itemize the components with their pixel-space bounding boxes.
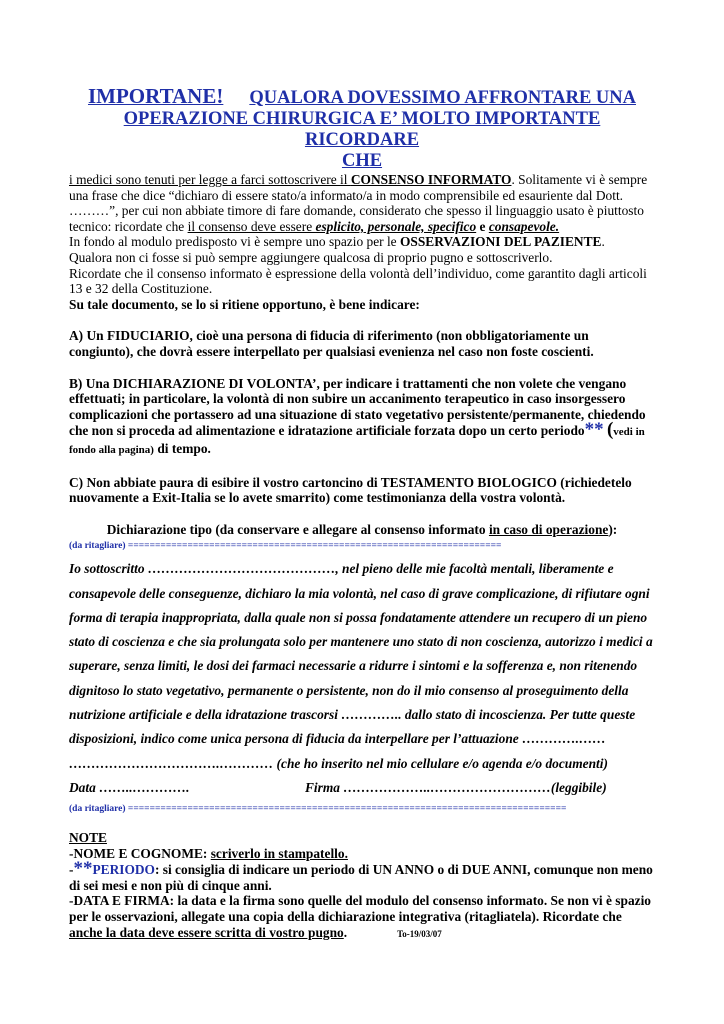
document-page xyxy=(69,86,655,942)
notes-section xyxy=(69,830,655,942)
section-a: A) Un FIDUCIARIO, cioè una persona di fiducia di riferimento (non obbligatoriamente un congiunto), che dovrà essere interpellato per qualsiasi evenienza nel caso non foste coscienti. xyxy=(69,328,594,359)
note-period: -**PERIODO: si consiglia di indicare un periodo di UN ANNO o di DUE ANNI, comunque non meno di sei mesi e non più di cinque anni. xyxy=(69,858,653,893)
signature-field-label: Firma ………………..………………………(leggibile) xyxy=(305,779,607,795)
signature-row xyxy=(69,776,655,800)
declaration-text xyxy=(69,557,655,776)
title-word: IMPORTANE! xyxy=(87,84,224,108)
intro-paragraph-3: Qualora non ci fosse si può sempre aggiungere qualcosa di proprio pugno e sottoscriverlo. xyxy=(69,249,553,265)
notes-title: NOTE xyxy=(69,829,107,845)
document-code: To-19/03/07 xyxy=(397,928,442,939)
intro-paragraph-2: In fondo al modulo predisposto vi è sempre uno spazio per le OSSERVAZIONI DEL PAZIENTE. xyxy=(69,234,605,250)
intro-paragraph-5: Su tale documento, se lo si ritiene opportuno, è bene indicare: xyxy=(69,296,420,312)
declaration-contact-line: …………………………….………… (che ho inserito nel mio cellulare e/o agenda e/o documenti) xyxy=(69,755,608,771)
date-field-label: Data ……..…………. xyxy=(69,779,190,795)
note-name: -NOME E COGNOME: scriverlo in stampatello. xyxy=(69,845,348,861)
section-c: C) Non abbiate paura di esibire il vostro cartoncino di TESTAMENTO BIOLOGICO (richiedetelo nuovamente a Exit-Italia se lo avete smarrito) come testimonianza della vostra volontà. xyxy=(69,474,632,506)
intro-paragraph-1: i medici sono tenuti per legge a farci sottoscrivere il CONSENSO INFORMATO. Solitamente vi è sempre una frase che dice “dichiaro di essere stato/a informato/a in modo comprensibile ed esauriente dal Dott. ………”, per cui non abbiate timore di fare domande, considerato che spesso il linguaggio usato è piuttosto tecnico: ricordate che il consenso deve essere esplicito, personale, specifico e consapevole. xyxy=(69,172,648,234)
page-title xyxy=(69,86,655,172)
title-line1: QUALORA DOVESSIMO AFFRONTARE UNA xyxy=(249,88,637,108)
declaration-heading: Dichiarazione tipo (da conservare e allegare al consenso informato in caso di operazione): xyxy=(106,521,618,537)
title-line2: OPERAZIONE CHIRURGICA E’ MOLTO IMPORTANTE RICORDARE xyxy=(123,109,601,150)
title-line3: CHE xyxy=(341,151,383,171)
note-date-signature: -DATA E FIRMA: la data e la firma sono quelle del modulo del consenso informato. Se non vi è spazio per le osservazioni, allegate una copia della dichiarazione integrativa (ritagliatela). Ricordate che anche la data deve essere scritta di vostro pugno. To-19/03/07 xyxy=(69,893,652,940)
intro-paragraph-4: Ricordate che il consenso informato è espressione della volontà dell’individuo, come garantito dagli articoli 13 e 32 della Costituzione. xyxy=(69,265,647,297)
asterisk-marker: ** xyxy=(73,858,93,880)
section-b: B) Una DICHIARAZIONE DI VOLONTA’, per indicare i trattamenti che non volete che vengano effettuati; in particolare, la volontà di non subire un accanimento terapeutico in caso insorgessero complicazioni che portassero ad una situazione di stato vegetativo persistente/permanente, chiedendo che non si proceda ad alimentazione e idratazione artificiale forzata dopo un certo periodo** (vedi in fondo alla pagina) di tempo. xyxy=(69,375,646,456)
asterisk-marker: ** xyxy=(584,419,604,441)
cut-line-top: (da ritagliare) ===================================================================== xyxy=(69,541,502,552)
declaration-body: Io sottoscritto ……………………………………, nel pieno delle mie facoltà mentali, liberamente e consapevole delle conseguenze, dichiaro la mia volontà, nel caso di grave complicazione, di rifiutare ogni forma di terapia inappropriata, dalla quale non si possa fondatamente attendere un recupero di un pieno stato di coscienza e che sia prolungata solo per mantenere uno stato di non coscienza, autorizzo i medici a superare, senza limiti, le dosi dei farmaci necessarie a ridurre i sintomi e la sofferenza e, non ritenendo dignitoso lo stato vegetativo, permanente o persistente, non do il mio consenso al proseguimento della nutrizione artificiale e della idratazione trascorsi ………….. dallo stato di incoscienza. Per tutte queste disposizioni, indico come unica persona di fiducia da interpellare per l’attuazione ………….…… xyxy=(69,561,653,747)
cut-line-bottom: (da ritagliare) ================================================================================= xyxy=(69,803,567,814)
